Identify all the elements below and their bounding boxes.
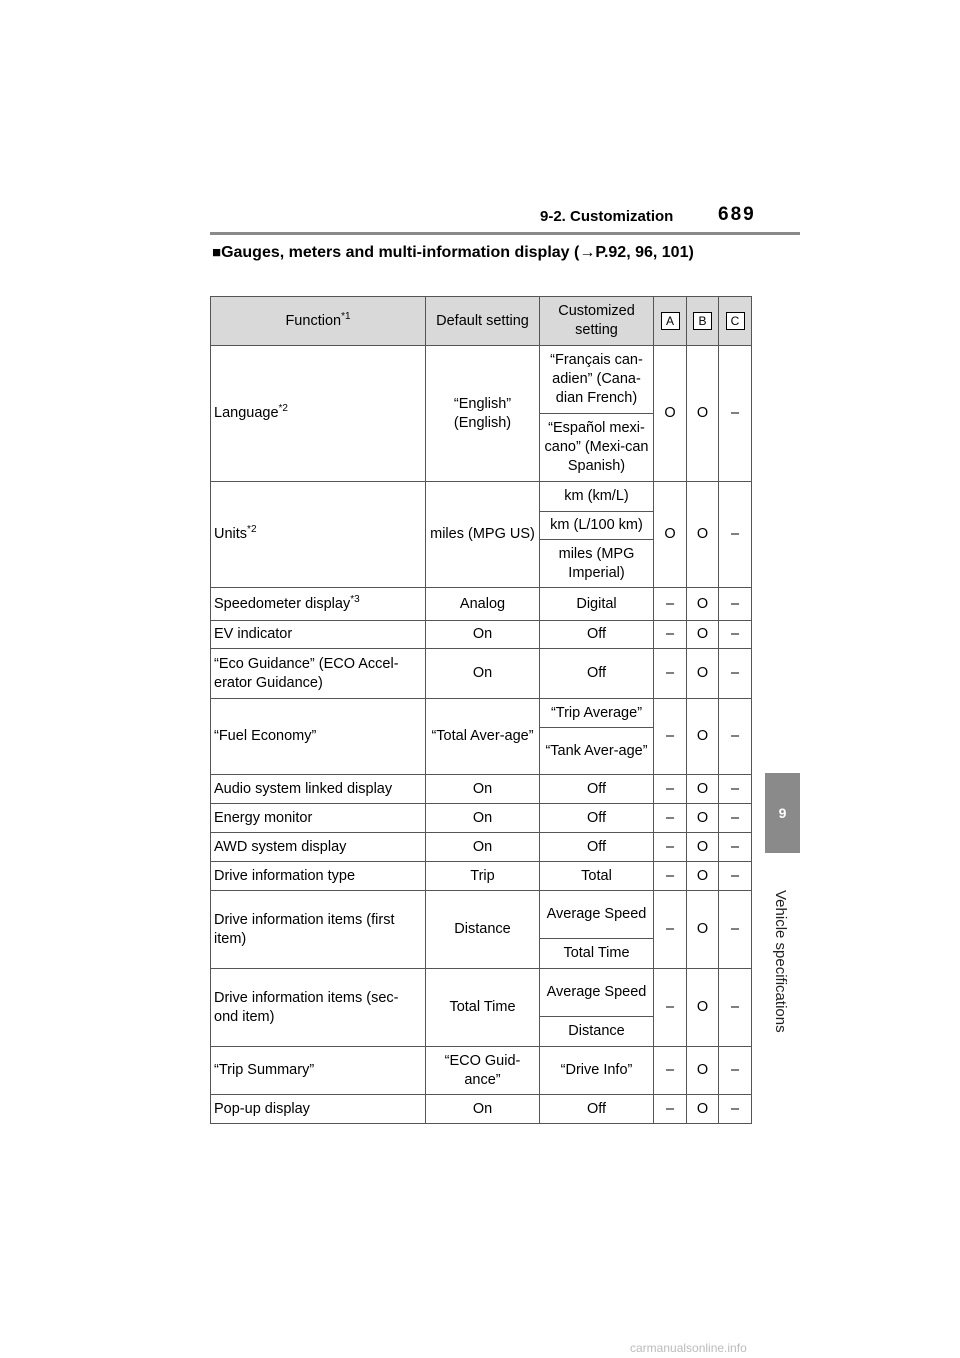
cell-custom: “Français can-adien” (Cana-dian French) [540, 346, 654, 414]
col-header-default: Default setting [426, 297, 540, 346]
cell-c: – [719, 649, 752, 699]
page-number: 689 [718, 204, 756, 225]
cell-custom: “Tank Aver-age” [540, 728, 654, 775]
arrow-icon: → [579, 244, 596, 261]
cell-default: “ECO Guid-ance” [426, 1047, 540, 1095]
cell-c: – [719, 699, 752, 775]
cell-custom: Off [540, 804, 654, 833]
table-row [211, 588, 752, 621]
cell-c: – [719, 346, 752, 482]
cell-custom: Total Time [540, 939, 654, 969]
cell-b: O [687, 804, 719, 833]
customization-table [210, 296, 752, 1124]
cell-b: O [687, 588, 719, 621]
cell-b: O [687, 1095, 719, 1124]
table-row [211, 891, 752, 939]
cell-custom: Average Speed [540, 891, 654, 939]
cell-c: – [719, 804, 752, 833]
cell-default: miles (MPG US) [426, 482, 540, 588]
table-row [211, 775, 752, 804]
cell-default: Analog [426, 588, 540, 621]
cell-custom: Off [540, 775, 654, 804]
cell-c: – [719, 833, 752, 862]
cell-custom: “Trip Average” [540, 699, 654, 728]
cell-custom: Digital [540, 588, 654, 621]
cell-c: – [719, 775, 752, 804]
cell-function: Units$^{*2}$ [211, 482, 426, 588]
cell-custom: Off [540, 833, 654, 862]
heading-bullet-icon: ■ [212, 244, 222, 261]
cell-function: Drive information type [211, 862, 426, 891]
cell-default: On [426, 621, 540, 649]
table-row [211, 346, 752, 414]
cell-b: O [687, 699, 719, 775]
table-row [211, 833, 752, 862]
cell-default: On [426, 775, 540, 804]
cell-function: Language$^{*2}$ [211, 346, 426, 482]
cell-a: – [654, 804, 687, 833]
heading-text: Gauges, meters and multi-information display ( [221, 244, 580, 261]
col-header-a: A [654, 297, 687, 346]
col-header-customized: Customized setting [540, 297, 654, 346]
cell-default: Distance [426, 891, 540, 969]
cell-c: – [719, 891, 752, 969]
cell-b: O [687, 1047, 719, 1095]
cell-function: EV indicator [211, 621, 426, 649]
cell-b: O [687, 833, 719, 862]
cell-custom: km (L/100 km) [540, 512, 654, 540]
table-row [211, 1095, 752, 1124]
cell-custom: “Español mexi-cano” (Mexi-can Spanish) [540, 414, 654, 482]
cell-custom: Total [540, 862, 654, 891]
cell-custom: miles (MPG Imperial) [540, 540, 654, 588]
cell-a: O [654, 346, 687, 482]
cell-function: Audio system linked display [211, 775, 426, 804]
cell-default: Trip [426, 862, 540, 891]
table-row [211, 804, 752, 833]
cell-a: – [654, 1047, 687, 1095]
cell-a: – [654, 775, 687, 804]
cell-b: O [687, 649, 719, 699]
cell-custom: Off [540, 1095, 654, 1124]
cell-c: – [719, 1095, 752, 1124]
table-row [211, 621, 752, 649]
cell-a: O [654, 482, 687, 588]
cell-custom: km (km/L) [540, 482, 654, 512]
cell-b: O [687, 346, 719, 482]
cell-default: On [426, 833, 540, 862]
cell-function: Energy monitor [211, 804, 426, 833]
cell-custom: Off [540, 621, 654, 649]
header-rule [210, 232, 800, 235]
table-row [211, 862, 752, 891]
cell-function: Drive information items (first item) [211, 891, 426, 969]
cell-default: “Total Aver-age” [426, 699, 540, 775]
table-header-row [211, 297, 752, 346]
col-header-b: B [687, 297, 719, 346]
table-row [211, 969, 752, 1017]
cell-b: O [687, 621, 719, 649]
cell-a: – [654, 891, 687, 969]
cell-default: On [426, 1095, 540, 1124]
cell-function: Pop-up display [211, 1095, 426, 1124]
cell-c: – [719, 862, 752, 891]
page-reference-link[interactable]: P.92, 96, 101) [595, 244, 694, 261]
table-row [211, 699, 752, 728]
cell-custom: Distance [540, 1017, 654, 1047]
col-header-c: C [719, 297, 752, 346]
cell-a: – [654, 649, 687, 699]
cell-c: – [719, 969, 752, 1047]
cell-c: – [719, 1047, 752, 1095]
section-heading [212, 242, 752, 263]
cell-b: O [687, 775, 719, 804]
table-row [211, 482, 752, 512]
cell-c: – [719, 588, 752, 621]
cell-function: AWD system display [211, 833, 426, 862]
cell-b: O [687, 891, 719, 969]
cell-function: “Fuel Economy” [211, 699, 426, 775]
cell-b: O [687, 969, 719, 1047]
cell-custom: Average Speed [540, 969, 654, 1017]
cell-a: – [654, 862, 687, 891]
cell-function: Speedometer display$^{*3}$ [211, 588, 426, 621]
cell-default: “English” (English) [426, 346, 540, 482]
cell-a: – [654, 699, 687, 775]
cell-b: O [687, 482, 719, 588]
watermark: carmanualsonline.info [630, 1341, 747, 1355]
cell-a: – [654, 1095, 687, 1124]
cell-default: On [426, 649, 540, 699]
table-row [211, 649, 752, 699]
table-row [211, 1047, 752, 1095]
cell-a: – [654, 621, 687, 649]
cell-function: “Eco Guidance” (ECO Accel-erator Guidance) [211, 649, 426, 699]
cell-function: “Trip Summary” [211, 1047, 426, 1095]
col-header-function: Function$^{*1}$ [211, 297, 426, 346]
cell-default: Total Time [426, 969, 540, 1047]
cell-function: Drive information items (sec-ond item) [211, 969, 426, 1047]
chapter-tab[interactable] [765, 773, 800, 853]
cell-c: – [719, 482, 752, 588]
running-header-section: 9-2. Customization [540, 208, 674, 225]
cell-a: – [654, 969, 687, 1047]
cell-c: – [719, 621, 752, 649]
cell-custom: Off [540, 649, 654, 699]
cell-a: – [654, 588, 687, 621]
cell-default: On [426, 804, 540, 833]
cell-custom: “Drive Info” [540, 1047, 654, 1095]
cell-b: O [687, 862, 719, 891]
cell-a: – [654, 833, 687, 862]
chapter-title: Vehicle specifications [772, 890, 789, 1033]
chapter-number: 9 [778, 805, 787, 821]
